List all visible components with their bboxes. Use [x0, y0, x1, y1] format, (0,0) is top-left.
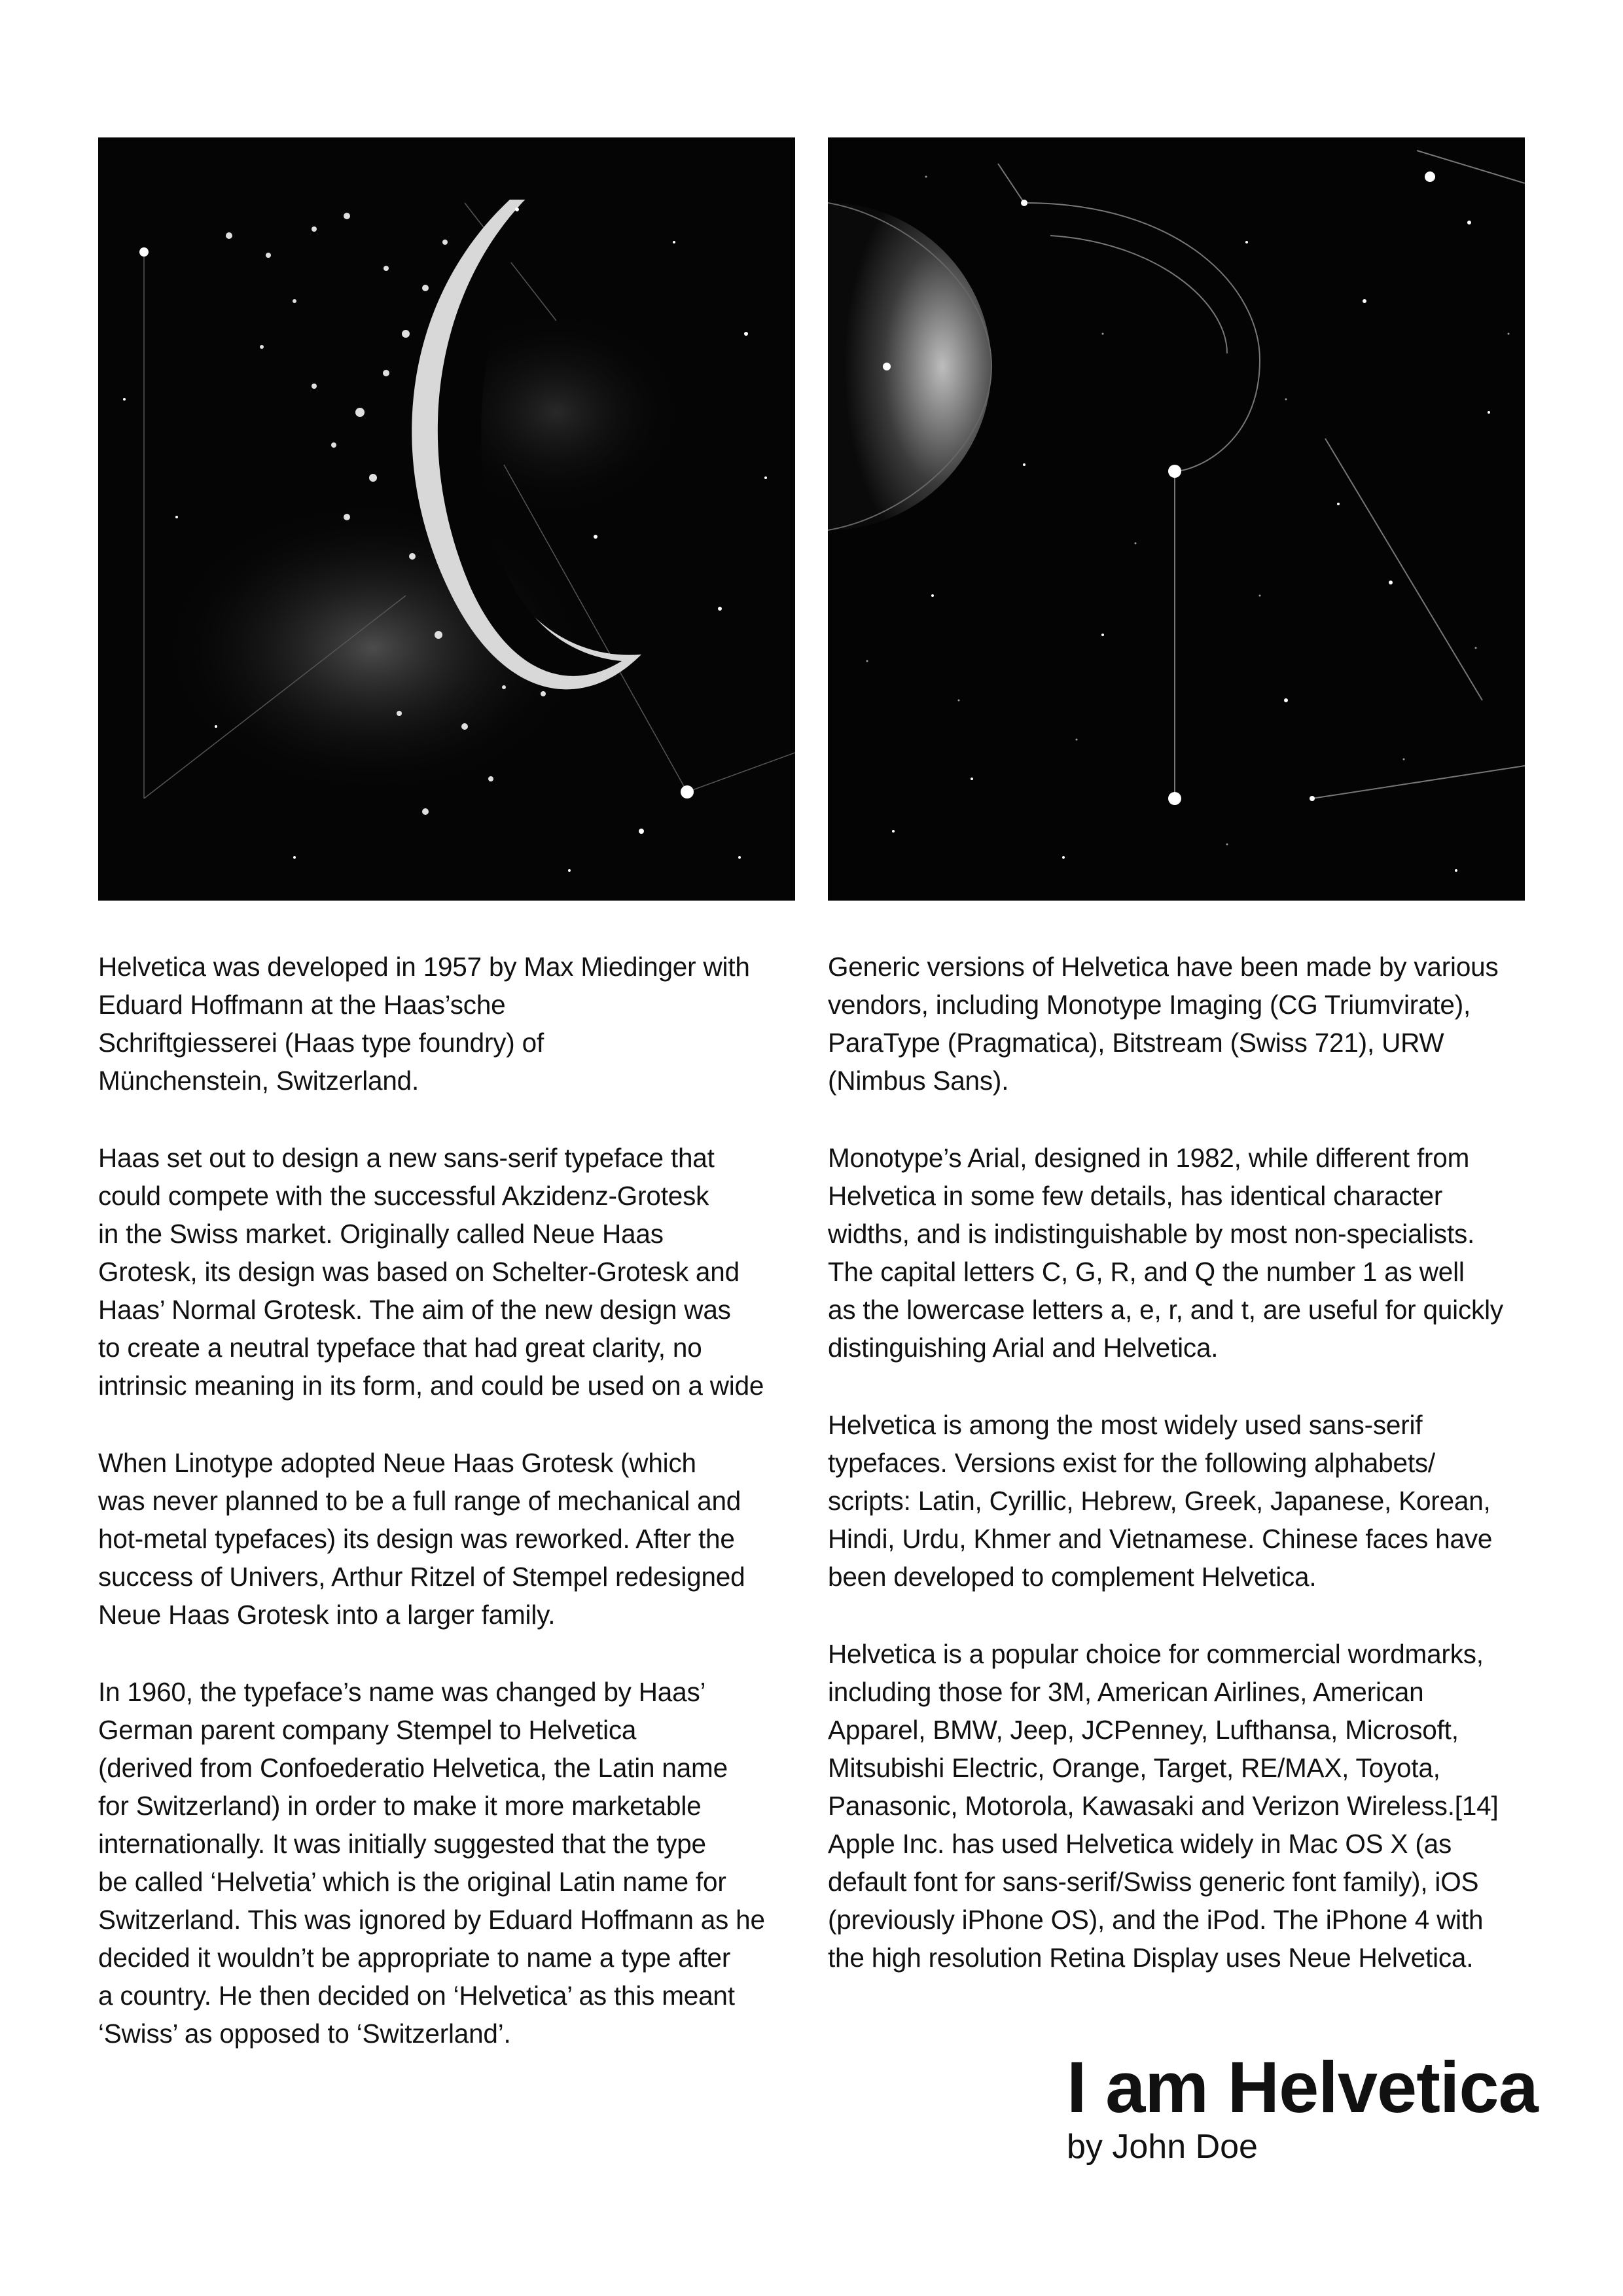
paragraph-linotype: When Linotype adopted Neue Haas Grotesk (which was never planned to be a full range of mechanical and hot-metal typefaces) its design was reworked. After the success of Univers, Arthur Ritzel of Stempel redesigned Neue Haas Grotesk into a larger family. — [98, 1448, 745, 1630]
right-text-column — [828, 948, 1535, 2016]
paragraph-generic-versions: Generic versions of Helvetica have been made by various vendors, including Monotype Imaging (CG Triumvirate), ParaType (Pragmatica), Bitstream (Swiss 721), URW (Nimbus Sans). — [828, 952, 1499, 1096]
paragraph-history: Helvetica was developed in 1957 by Max Miedinger with Eduard Hoffmann at the Haas’sche Schriftgiesserei (Haas type foundry) of Münchenstein, Switzerland. — [98, 952, 750, 1096]
paragraph-arial: Monotype’s Arial, designed in 1982, while different from Helvetica in some few details, has identical character widths, and is indistinguishable by most non-specialists. The capital letters C, G, R, and Q the number 1 as well as the lowercase letters a, e, r, and t, are useful for quickly distinguishing Arial and Helvetica. — [828, 1143, 1503, 1363]
space-letter-c-graphic — [98, 137, 795, 901]
paragraph-naming: In 1960, the typeface’s name was changed by Haas’ German parent company Stempel to Helvetica (derived from Confoederatio Helvetica, the Latin name for Switzerland) in order to make it more marketable internationally. It was initially suggested that the type be called ‘Helvetia’ which is the original Latin name for Switzerland. This was ignored by Eduard Hoffmann as he decided it wouldn’t be appropriate to name a type after a country. He then decided on ‘Helvetica’ as this meant ‘Swiss’ as opposed to ‘Switzerland’. — [98, 1677, 765, 2049]
paragraph-design-goal: Haas set out to design a new sans-serif typeface that could compete with the successful Akzidenz-Grotesk in the Swiss market. Originally called Neue Haas Grotesk, its design was based on Schelter-Grotesk and Haas’ Normal Grotesk. The aim of the new design was to create a neutral typeface that had great clarity, no intrinsic meaning in its form, and could be used on a wide — [98, 1143, 764, 1401]
left-text-column — [98, 948, 805, 2092]
author-byline: by John Doe — [1067, 2128, 1258, 2166]
constellation-letter-p-graphic — [828, 137, 1525, 901]
title-block — [1067, 2049, 1564, 2166]
page-title: I am Helvetica — [1067, 2047, 1538, 2128]
space-letter-c-image — [98, 137, 795, 901]
paragraph-wordmarks: Helvetica is a popular choice for commercial wordmarks, including those for 3M, American Airlines, American Apparel, BMW, Jeep, JCPenney, Lufthansa, Microsoft, Mitsubishi Electric, Orange, Target, RE/MAX, Toyota, Panasonic, Motorola, Kawasaki and Verizon Wireless.[14] Apple Inc. has used Helvetica widely in Mac OS X (as default font for sans-serif/Swiss generic font family), iOS (previously iPhone OS), and the iPod. The iPhone 4 with the high resolution Retina Display uses Neue Helvetica. — [828, 1639, 1499, 1973]
constellation-letter-p-image — [828, 137, 1525, 901]
paragraph-scripts: Helvetica is among the most widely used sans-serif typefaces. Versions exist for the following alphabets/ scripts: Latin, Cyrillic, Hebrew, Greek, Japanese, Korean, Hindi, Urdu, Khmer and Vietnamese. Chinese faces have been developed to complement Helvetica. — [828, 1410, 1493, 1592]
